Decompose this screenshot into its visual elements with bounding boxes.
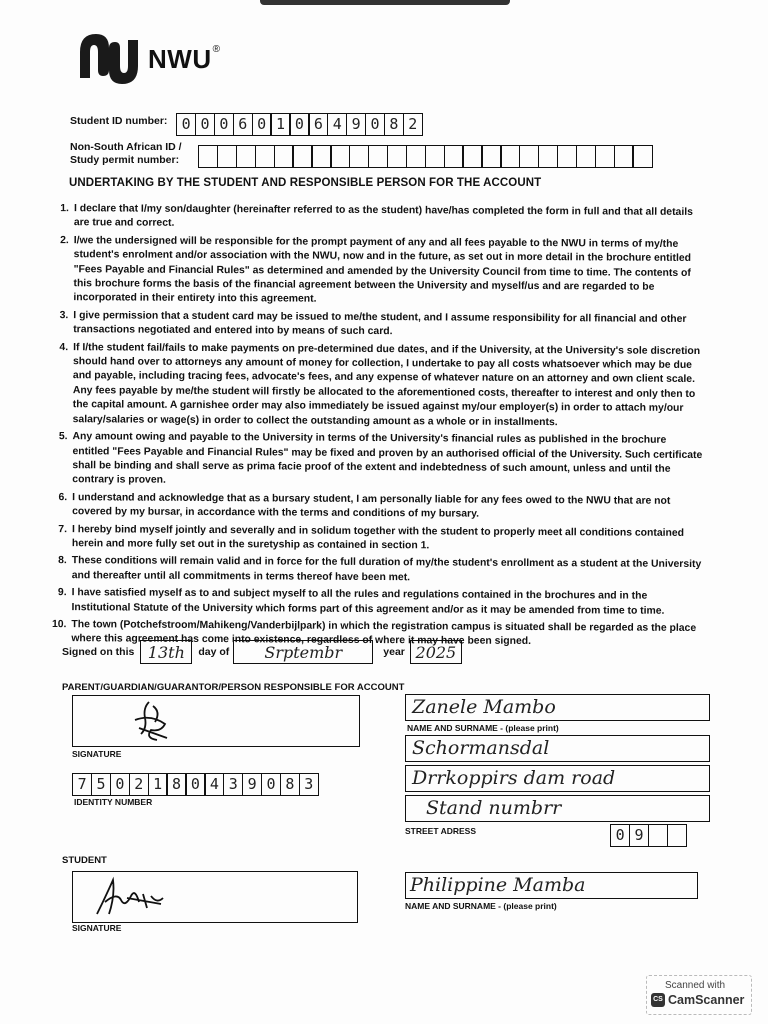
stand-number-boxes [610,824,686,847]
camscanner-watermark [646,975,752,1015]
nonsa-id-label-2: Study permit number: [70,154,180,166]
clause-item [44,309,704,342]
clause-text: I give permission that a student card may be issued to me/the student, and I assume responsibility for all financial and other transactions negotiated and entered into by means of such card. [73,310,687,338]
parent-id-digit[interactable]: 1 [148,773,168,796]
parent-id-digit[interactable]: 0 [110,773,130,796]
stand-number-digit[interactable]: 0 [610,824,630,847]
student-name-box[interactable] [405,872,698,899]
undertaking-heading: UNDERTAKING BY THE STUDENT AND RESPONSIBLE PERSON FOR THE ACCOUNT [69,177,542,189]
clause-number: 3. [59,309,69,321]
student-id-digit[interactable]: 1 [270,113,290,136]
parent-id-digit[interactable]: 0 [185,773,205,796]
nonsa-id-digit[interactable] [311,145,331,168]
signed-on-row [62,640,462,664]
nonsa-id-digit[interactable] [614,145,634,168]
nonsa-id-digit[interactable] [632,145,652,168]
nonsa-id-digit[interactable] [519,145,539,168]
nonsa-id-label-1: Non-South African ID / [70,141,182,153]
parent-id-digit[interactable]: 0 [261,773,281,796]
logo-text: NWU [148,43,212,74]
student-id-digit[interactable]: 4 [327,113,347,136]
clauses-list [42,202,705,654]
clause-number: 5. [58,431,68,443]
parent-name-value: Zanele Mambo [412,696,556,718]
student-id-digit[interactable]: 6 [308,113,328,136]
clause-text: Any amount owing and payable to the University in terms of the University's financial rules as published in the brochure entitled "Fees Payable and Financial Rules" may be fixed and proven by an authorised official of the University. Such certificate shall be binding and shall serve as prima facie proof of the extent and indebtedness of such amount, unless and until the contrary is proven. [72,431,703,487]
clause-number: 6. [58,491,68,503]
parent-signature-label: SIGNATURE [72,749,122,759]
nonsa-id-digit[interactable] [425,145,445,168]
clause-item [44,234,704,310]
clause-item [43,491,703,524]
clause-number: 2. [60,234,69,246]
address-line-2-value: Drrkoppirs dam road [412,767,616,789]
student-id-digit[interactable]: 6 [233,113,253,136]
student-id-digit[interactable]: 0 [365,113,385,136]
camscanner-logo-icon: CS [651,993,665,1007]
student-signature-mark [91,874,171,918]
parent-name-label: NAME AND SURNAME - (please print) [407,723,559,733]
parent-id-digit[interactable]: 8 [280,773,300,796]
nonsa-id-digit[interactable] [217,145,237,168]
nonsa-id-digit[interactable] [387,145,407,168]
nonsa-id-digit[interactable] [198,145,218,168]
clause-number: 7. [58,523,68,535]
student-id-digit[interactable]: 0 [176,113,196,136]
camscanner-name: CamScanner [668,993,745,1007]
nonsa-id-digit[interactable] [274,145,294,168]
clause-text: I understand and acknowledge that as a bursary student, I am personally liable for any fees owed to the NWU that are not covered by my bursar, in accordance with the terms and conditions of my bursary. [72,491,671,520]
nonsa-id-digit[interactable] [462,145,482,168]
parent-id-digit[interactable]: 5 [91,773,111,796]
parent-id-digit[interactable]: 3 [299,773,319,796]
parent-id-boxes [72,773,318,796]
signed-year-field[interactable]: 2025 [410,640,462,664]
nonsa-id-digit[interactable] [330,145,350,168]
nonsa-id-digit[interactable] [557,145,577,168]
clause-text: If I/the student fail/fails to make payments on pre-determined due dates, and if the University, at the University's sole discretion should hand over to attorneys any amount of money for collection, I undertake to pay all costs whatsoever which may be due and payable, including tracing fees, advocate's fees, and any expense of whatever nature on an attorney and own client scale. Any fees payable by me/the student will firstly be allocated to the aforementioned costs, thereafter to interest and only then to the capital amount. A garnishee order may also immediately be issued against my/our employer(s) in order to attach my/our salary/salaries or wage(s) in order to collect the outstanding amount as a whole or in installments. [72,341,701,428]
nonsa-id-digit[interactable] [255,145,275,168]
student-heading: STUDENT [62,855,107,866]
stand-number-digit[interactable]: 9 [629,824,649,847]
clause-item [43,554,703,587]
student-name-value: Philippine Mamba [410,874,586,896]
clause-number: 9. [57,587,67,599]
student-id-boxes [176,113,422,136]
nonsa-id-digit[interactable] [349,145,369,168]
nwu-logo [76,30,219,88]
clause-number: 4. [59,341,69,353]
parent-name-box[interactable] [405,694,710,721]
clause-text: The town (Potchefstroom/Mahikeng/Vanderbijlpark) in which the registration campus is situated shall be regarded as the place where this agreement has come into existence, regardless of where it may have been signed. [71,619,697,648]
parent-heading: PARENT/GUARDIAN/GUARANTOR/PERSON RESPONSIBLE FOR ACCOUNT [62,682,405,693]
identity-number-label: IDENTITY NUMBER [74,797,153,807]
clause-text: I have satisfied myself as to and subject myself to all the rules and regulations contained in the brochures and in the Institutional Statute of the University which forms part of this agreement and/or as it may be amended from time to time. [71,587,665,617]
student-id-digit[interactable]: 0 [195,113,215,136]
clause-item [42,586,702,619]
stand-number-digit[interactable] [648,824,668,847]
clause-item [43,430,703,492]
nonsa-id-digit[interactable] [576,145,596,168]
address-line-3-value: Stand numbrr [426,797,562,819]
nonsa-id-boxes [198,145,651,168]
address-line-1-box[interactable] [405,735,710,762]
signed-month-field[interactable]: Srptembr [233,640,373,664]
signed-day-field[interactable]: 13th [140,640,192,664]
clause-number: 10. [51,619,67,631]
clause-text: I/we the undersigned will be responsible for the prompt payment of any and all fees payable to the NWU in terms of my/the student's enrolment and/or association with the NWU, now and in the future, as set out in more detail in the brochure entitled "Fees Payable and Financial Rules" as determined and amended by the University Council from time to time. The contents of this brochure forms the basis of the financial agreement between the University and myself/us and are regarded to be incorporated in their entirety into this agreement. [73,234,692,306]
nwu-emblem-icon [76,30,142,88]
nonsa-id-digit[interactable] [236,145,256,168]
clause-item [45,202,705,235]
parent-id-digit[interactable]: 4 [204,773,224,796]
nonsa-id-digit[interactable] [500,145,520,168]
stand-number-digit[interactable] [667,824,687,847]
clause-text: These conditions will remain valid and in force for the full duration of my/the student's enrollment as a student at the University and thereafter until all commitments in terms thereof have been met. [71,555,702,583]
nonsa-id-digit[interactable] [481,145,501,168]
student-id-digit[interactable]: 8 [384,113,404,136]
student-id-digit[interactable]: 0 [214,113,234,136]
student-signature-box[interactable] [72,871,358,923]
address-line-1-value: Schormansdal [412,737,550,759]
clause-text: I declare that I/my son/daughter (hereinafter referred to as the student) have/has completed the form in full and that all details are true and correct. [73,203,693,230]
registered-mark: ® [212,43,220,55]
student-id-label: Student ID number: [70,115,168,127]
student-id-digit[interactable]: 2 [403,113,423,136]
parent-signature-mark [121,698,181,744]
clause-item [44,341,705,431]
parent-id-digit[interactable]: 3 [223,773,243,796]
clause-item [43,523,703,556]
student-id-digit[interactable]: 9 [346,113,366,136]
parent-id-digit[interactable]: 9 [242,773,262,796]
address-line-3-box[interactable] [405,795,710,822]
scanned-with-text: Scanned with [665,980,726,991]
signed-on-label: Signed on this [62,646,135,658]
clause-text: I hereby bind myself jointly and severally and in solidum together with the student to properly meet all conditions contained herein and more fully set out in the suretyship as contained in section 1. [71,523,685,552]
year-label: year [383,646,405,658]
parent-signature-box[interactable] [72,695,360,747]
parent-id-digit[interactable]: 2 [129,773,149,796]
clause-number: 1. [60,203,69,215]
nonsa-id-digit[interactable] [595,145,615,168]
student-id-digit[interactable]: 0 [252,113,272,136]
student-name-label: NAME AND SURNAME - (please print) [405,901,557,911]
nonsa-id-digit[interactable] [406,145,426,168]
scan-edge [260,0,510,5]
street-address-label: STREET ADRESS [405,826,477,836]
parent-id-digit[interactable]: 7 [72,773,92,796]
clause-number: 8. [58,555,67,567]
nonsa-id-digit[interactable] [444,145,464,168]
student-signature-label: SIGNATURE [72,923,122,933]
nonsa-id-digit[interactable] [538,145,558,168]
address-line-2-box[interactable] [405,765,710,792]
parent-id-digit[interactable]: 8 [166,773,186,796]
day-of-label: day of [198,646,230,658]
nonsa-id-digit[interactable] [292,145,312,168]
student-id-digit[interactable]: 0 [289,113,309,136]
nonsa-id-digit[interactable] [368,145,388,168]
